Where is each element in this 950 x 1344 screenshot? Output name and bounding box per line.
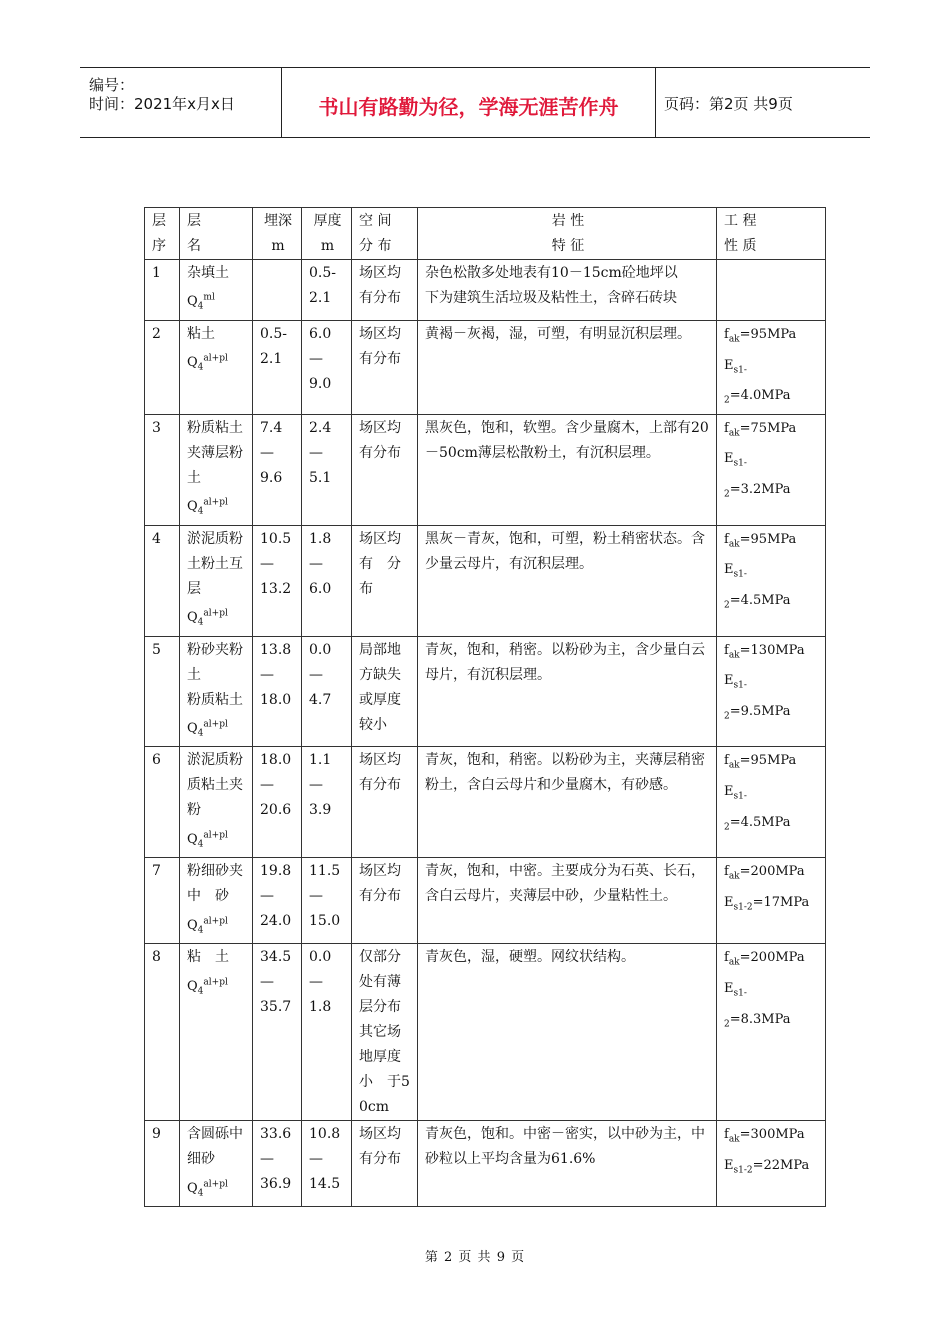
- layer-thickness: 1.8 — 6.0: [302, 525, 352, 636]
- compression-modulus: $E_{s1- 2}=4.5MPa$: [724, 784, 791, 833]
- layer-no: 8: [145, 944, 180, 1121]
- layer-distribution: 场区均有分布: [352, 858, 418, 944]
- layer-name: 粘 土: [187, 949, 229, 966]
- layer-depth: 7.4 — 9.6: [253, 414, 302, 525]
- layer-thickness: 0.0 — 1.8: [302, 944, 352, 1121]
- header-property: 工 程 性 质: [717, 208, 826, 260]
- layer-property: [717, 525, 826, 636]
- layer-name: 含圆砾中细砂: [187, 1126, 243, 1168]
- compression-modulus: $E_{s1- 2}=3.2MPa$: [724, 451, 791, 500]
- geologic-age-sup: al+pl: [203, 608, 228, 619]
- layer-name-cell: [180, 260, 253, 321]
- bearing-capacity-value: =95MPa: [739, 753, 797, 769]
- compression-modulus-sub: s1- 2: [724, 458, 747, 500]
- compression-modulus: $E_{s1- 2}=8.3MPa$: [724, 980, 791, 1030]
- time-line: 时间：2021年x月x日: [89, 95, 235, 113]
- bearing-capacity: $f_{ak}=95MPa$: [724, 326, 797, 345]
- layer-feature: 黄褐－灰褐，湿，可塑，有明显沉积层理。: [418, 320, 717, 414]
- bearing-capacity-value: =300MPa: [739, 1127, 805, 1143]
- layer-depth: 19.8 — 24.0: [253, 858, 302, 944]
- layer-name: 淤泥质粉质粘土夹粉: [187, 752, 243, 819]
- layer-distribution: 场区均有分布: [352, 1121, 418, 1207]
- geologic-age-sup: al+pl: [203, 719, 228, 730]
- compression-modulus-sub: s1- 2: [724, 791, 747, 833]
- layer-no: 5: [145, 636, 180, 747]
- compression-modulus-value: =17MPa: [752, 894, 810, 910]
- layer-name-cell: [180, 944, 253, 1121]
- compression-modulus-sub: s1-2: [733, 1165, 753, 1176]
- layer-distribution: 场区均有 分布: [352, 525, 418, 636]
- header-thickness: 厚度 m: [302, 208, 352, 260]
- layer-feature: 青灰色，饱和。中密－密实，以中砂为主，中砂粒以上平均含量为61.6%: [418, 1121, 717, 1207]
- layer-name-cell: [180, 414, 253, 525]
- bearing-capacity: $f_{ak}=130MPa$: [724, 642, 805, 661]
- bearing-capacity-value: =130MPa: [739, 642, 805, 658]
- table-row: [145, 636, 826, 747]
- geologic-age: $Q_4^{al+pl}$: [187, 916, 228, 936]
- layer-thickness: 2.4 — 5.1: [302, 414, 352, 525]
- layer-thickness: 0.5- 2.1: [302, 260, 352, 321]
- table-row: [145, 1121, 826, 1207]
- layer-name: 淤泥质粉土粉土互层: [187, 530, 243, 597]
- layer-name-cell: [180, 525, 253, 636]
- compression-modulus-value: =4.5MPa: [729, 814, 791, 830]
- layer-thickness: 0.0 — 4.7: [302, 636, 352, 747]
- geologic-age: $Q_4^{al+pl}$: [187, 719, 228, 739]
- geologic-age-sup: al+pl: [203, 916, 228, 927]
- layer-name-cell: [180, 1121, 253, 1207]
- geologic-age-sup: al+pl: [203, 1179, 228, 1190]
- layer-name: 粉质粘土夹薄层粉土: [187, 419, 243, 486]
- bearing-capacity: $f_{ak}=75MPa$: [724, 420, 797, 439]
- geologic-age: $Q_4^{al+pl}$: [187, 497, 228, 517]
- table-row: [145, 414, 826, 525]
- geologic-age: $Q_4^{al+pl}$: [187, 830, 228, 850]
- compression-modulus: $E_{s1-2}=17MPa$: [724, 894, 810, 913]
- compression-modulus: $E_{s1- 2}=4.0MPa$: [724, 357, 791, 406]
- layer-property: [717, 747, 826, 858]
- layer-property: [717, 320, 826, 414]
- layer-depth: 13.8 — 18.0: [253, 636, 302, 747]
- page-footer: 第 2 页 共 9 页: [424, 1250, 526, 1265]
- layer-distribution: 局部地方缺失或厚度较小: [352, 636, 418, 747]
- layer-no: 7: [145, 858, 180, 944]
- layer-name: 粘土: [187, 325, 215, 342]
- bearing-capacity-value: =95MPa: [739, 531, 797, 547]
- page-header: [80, 67, 870, 138]
- compression-modulus-value: =3.2MPa: [729, 481, 791, 497]
- table-row: [145, 747, 826, 858]
- header-depth: 埋深 m: [253, 208, 302, 260]
- layer-no: 2: [145, 320, 180, 414]
- layer-property: [717, 1121, 826, 1207]
- compression-modulus: $E_{s1-2}=22MPa$: [724, 1157, 810, 1176]
- bearing-capacity: $f_{ak}=95MPa$: [724, 531, 797, 550]
- layer-feature: 青灰，饱和，稍密。以粉砂为主，含少量白云母片，有沉积层理。: [418, 636, 717, 747]
- compression-modulus: $E_{s1- 2}=9.5MPa$: [724, 673, 791, 722]
- header-layer-no: 层 序: [145, 208, 180, 260]
- layer-name-cell: [180, 636, 253, 747]
- header-distribution: 空 间 分 布: [352, 208, 418, 260]
- compression-modulus-sub: s1- 2: [724, 680, 747, 722]
- layer-depth: 18.0 — 20.6: [253, 747, 302, 858]
- layer-distribution: 仅部分处有薄层分布其它场地厚度小 于50cm: [352, 944, 418, 1121]
- header-layer-name: 层 名: [180, 208, 253, 260]
- layer-no: 4: [145, 525, 180, 636]
- layer-thickness: 6.0 — 9.0: [302, 320, 352, 414]
- geologic-age: $Q_4^{al+pl}$: [187, 977, 228, 997]
- compression-modulus-sub: s1-2: [733, 902, 753, 913]
- compression-modulus-value: =4.0MPa: [729, 388, 791, 404]
- geologic-age-sup: ml: [203, 293, 215, 303]
- layer-name-cell: [180, 747, 253, 858]
- layer-depth: 0.5- 2.1: [253, 320, 302, 414]
- geologic-age: $Q_4^{al+pl}$: [187, 1179, 228, 1199]
- compression-modulus-value: =22MPa: [752, 1157, 810, 1173]
- geologic-age-sup: al+pl: [203, 977, 228, 988]
- geologic-age: $Q_4^{al+pl}$: [187, 353, 228, 373]
- bearing-capacity-value: =95MPa: [739, 326, 797, 342]
- geologic-age-sup: al+pl: [203, 353, 228, 364]
- compression-modulus: $E_{s1- 2}=4.5MPa$: [724, 562, 791, 611]
- header-motto-cell: [281, 68, 656, 137]
- geologic-age: $Q_4^{ml}$: [187, 293, 215, 312]
- table-row: [145, 525, 826, 636]
- layer-no: 6: [145, 747, 180, 858]
- compression-modulus-sub: s1- 2: [724, 988, 747, 1030]
- layer-depth: 10.5 — 13.2: [253, 525, 302, 636]
- table-row: [145, 944, 826, 1121]
- table-row: [145, 320, 826, 414]
- header-feature: 岩 性 特 征: [418, 208, 717, 260]
- layer-depth: 34.5 — 35.7: [253, 944, 302, 1121]
- bearing-capacity-value: =75MPa: [739, 420, 797, 436]
- layer-property: [717, 414, 826, 525]
- bearing-capacity-value: =200MPa: [739, 864, 805, 880]
- layer-feature: 青灰，饱和，稍密。以粉砂为主，夹薄层稍密粉土，含白云母片和少量腐木，有砂感。: [418, 747, 717, 858]
- layer-feature: 青灰，饱和，中密。主要成分为石英、长石，含白云母片，夹薄层中砂，少量粘性土。: [418, 858, 717, 944]
- layer-property: [717, 944, 826, 1121]
- layer-distribution: 场区均有分布: [352, 320, 418, 414]
- layer-thickness: 10.8 — 14.5: [302, 1121, 352, 1207]
- geologic-age-sup: al+pl: [203, 497, 228, 508]
- compression-modulus-sub: s1- 2: [724, 365, 747, 406]
- motto: 书山有路勤为径，学海无涯苦作舟: [318, 95, 619, 119]
- layer-name: 杂填土: [187, 265, 229, 281]
- layer-no: 9: [145, 1121, 180, 1207]
- table-row: [145, 260, 826, 321]
- layer-thickness: 11.5 — 15.0: [302, 858, 352, 944]
- layer-feature: 杂色松散多处地表有10－15cm砼地坪以 下为建筑生活垃圾及粘性土，含碎石砖块: [418, 260, 717, 321]
- layer-feature: 青灰色，湿，硬塑。网纹状结构。: [418, 944, 717, 1121]
- layer-property: [717, 636, 826, 747]
- bearing-capacity-value: =200MPa: [739, 950, 805, 966]
- page-code: 页码：第2页 共9页: [664, 95, 793, 113]
- geologic-age-sup: al+pl: [203, 830, 228, 841]
- layer-depth: 33.6 — 36.9: [253, 1121, 302, 1207]
- table-header-row: [145, 208, 826, 260]
- compression-modulus-sub: s1- 2: [724, 569, 747, 611]
- layer-name-cell: [180, 858, 253, 944]
- soil-layer-table: [144, 207, 826, 1207]
- layer-name: 粉砂夹粉土 粉质粘土: [187, 641, 243, 708]
- layer-name: 粉细砂夹 中 砂: [187, 863, 243, 905]
- layer-name-cell: [180, 320, 253, 414]
- layer-no: 1: [145, 260, 180, 321]
- layer-property: [717, 260, 826, 321]
- geologic-age: $Q_4^{al+pl}$: [187, 608, 228, 628]
- layer-feature: 黑灰色，饱和，软塑。含少量腐木，上部有20－50cm薄层松散粉土，有沉积层理。: [418, 414, 717, 525]
- layer-thickness: 1.1 — 3.9: [302, 747, 352, 858]
- layer-property: [717, 858, 826, 944]
- layer-distribution: 场区均有分布: [352, 747, 418, 858]
- code-label: 编号：: [89, 76, 135, 94]
- layer-feature: 黑灰－青灰，饱和，可塑，粉土稍密状态。含少量云母片，有沉积层理。: [418, 525, 717, 636]
- compression-modulus-value: =8.3MPa: [729, 1011, 791, 1027]
- header-meta: [80, 68, 280, 137]
- table-row: [145, 858, 826, 944]
- bearing-capacity: $f_{ak}=200MPa$: [724, 950, 805, 968]
- bearing-capacity: $f_{ak}=200MPa$: [724, 864, 805, 882]
- compression-modulus-value: =4.5MPa: [729, 592, 791, 608]
- layer-no: 3: [145, 414, 180, 525]
- layer-distribution: 场区均有分布: [352, 260, 418, 321]
- bearing-capacity: $f_{ak}=300MPa$: [724, 1127, 805, 1145]
- layer-depth: [253, 260, 302, 321]
- layer-distribution: 场区均有分布: [352, 414, 418, 525]
- bearing-capacity: $f_{ak}=95MPa$: [724, 753, 797, 772]
- compression-modulus-value: =9.5MPa: [729, 703, 791, 719]
